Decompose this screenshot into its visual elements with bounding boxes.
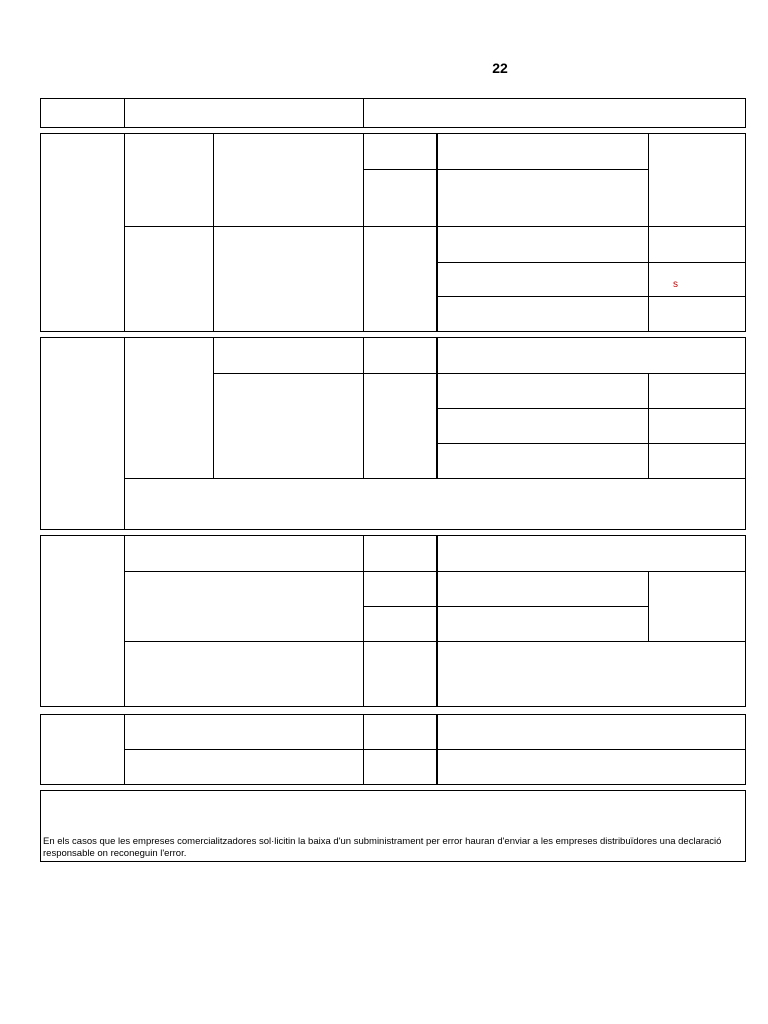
divider [363, 337, 364, 478]
note-text: En els casos que les empreses comercialitzadores sol·licitin la baixa d'un subministrament per error hauran d'enviar a les empreses distribuïdores una declaració responsable on reconeguin l'error. [43, 836, 722, 859]
divider [124, 641, 746, 642]
divider [363, 98, 364, 128]
divider [436, 443, 746, 444]
divider [124, 478, 746, 479]
divider [124, 133, 125, 332]
divider [436, 133, 438, 332]
divider [648, 373, 649, 478]
divider [124, 337, 125, 530]
page-number: 22 [492, 60, 508, 76]
table-header-row [40, 98, 746, 128]
red-annotation-mark: s [673, 279, 678, 290]
divider [363, 535, 364, 707]
divider [648, 133, 649, 332]
divider [436, 262, 746, 263]
table-block-1 [40, 133, 746, 332]
divider [363, 606, 648, 607]
divider [213, 133, 214, 332]
divider [363, 169, 648, 170]
divider [124, 98, 125, 128]
divider [436, 535, 438, 707]
divider [124, 226, 746, 227]
divider [213, 373, 746, 374]
divider [648, 571, 649, 641]
divider [436, 296, 746, 297]
divider [124, 749, 746, 750]
table-block-3 [40, 535, 746, 707]
divider [363, 133, 364, 332]
divider [124, 535, 125, 707]
divider [124, 571, 746, 572]
divider [436, 408, 746, 409]
divider [213, 337, 214, 478]
table-block-2 [40, 337, 746, 530]
